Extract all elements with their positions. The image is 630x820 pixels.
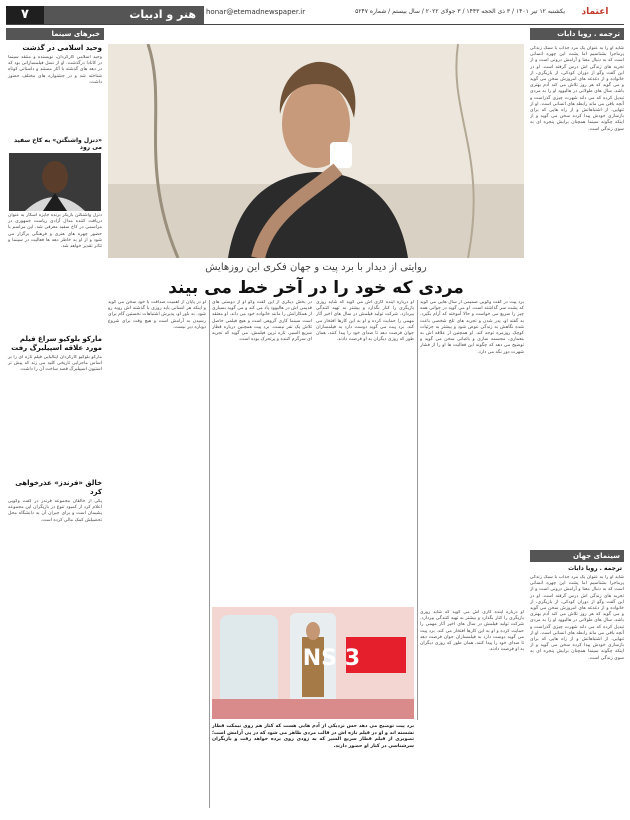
right-column-text: شاید او را به عنوان یک مرد جذاب با سبک زندگی پرماجرا بشناسیم اما پشت این چهره انسانی است که به دنبال معنا و آرامش درونی است و از تجربه های زندگی اش درس گرفته است. او در این گفت وگو از دوران کودکی، از بازیگری، از خانواده و از دغدغه های امروزش سخن می گوید و می گوید که هر روز تلاش می کند آدم بهتری باشد. سال های طولانی در هالیوود او را به مردی تبدیل کرده که می داند شهرت چیزی گذراست و آنچه باقی می ماند رابطه های انسانی است. او از تنهایی، از اشتباهاتش و از راه هایی که برای بازسازی خودش پیدا کرده سخن می گوید و از اینکه چگونه سینما همچنان برایش پنجره ای به سوی زندگی است. — [530, 46, 624, 132]
film-still-photo — [212, 607, 414, 719]
translator-band: ترجمه . رویا دابات — [530, 28, 624, 40]
dateline: یکشنبه ۱۲ تیر ۱۴۰۱ / ۳ ذی الحجه ۱۴۴۳ / ۳ جولای ۲۰۲۲ / سال بیستم / شماره ۵۲۴۷ — [355, 8, 565, 15]
story-text: یکی از خالقان مجموعه فرندز در گفت وگویی اعلام کرد از کمبود تنوع در بازیگران این مجموعه پشیمان است و برای جبران آن به دانشگاه محل تحصیلش کمک مالی کرده است. — [8, 499, 102, 523]
headline: مردی که خود را در آخر خط می بیند — [168, 278, 464, 298]
column-divider — [417, 300, 418, 720]
photo-caption: برد پیت توضیح می دهد حس نزدیکی از آدم هایی هست که کنار هم روی نیمکت قطار نشسته اند و او در فیلم تازه اش در قالب مردی ظاهر می شود که در پی آرامش است؛ تصویری از فیلم قطار سریع السیر که به زودی روی پرده خواهد رفت و بازیگران سرشناسی در کنار او حضور دارند. — [212, 724, 414, 749]
train-scene — [212, 607, 414, 719]
newspaper-logo: اعتماد — [581, 7, 609, 17]
column-divider — [209, 300, 210, 808]
story-title: «دنزل واشنگتن» به کاخ سفید می رود — [14, 137, 102, 151]
brad-pitt-photo — [108, 44, 524, 258]
denzel-photo — [9, 153, 101, 211]
kicker: روایتی از دیدار با برد پیت و جهان فکری این روزهایش — [205, 262, 427, 273]
article-column-4: او در پایان از اهمیت صداقت با خود سخن می گوید و اینکه هر انسانی باید روزی با گذشته اش روبه رو شود. به باور او، پذیرش اشتباهات نخستین گام برای رسیدن به آرامش است و هیچ وقت برای شروع دوباره دیر نیست. — [108, 300, 206, 330]
cinema-news-band: خبرهای سینما — [6, 28, 104, 40]
world-cinema-band: سینمای جهان — [530, 550, 624, 562]
article-column-1-cont: او درباره آینده کاری اش می گوید که شاید روزی بازیگری را کنار بگذارد و بیشتر به تهیه کنندگی بپردازد. شرکت تولید فیلمش در سال های اخیر آثار مهمی را حمایت کرده و او به این کارها افتخار می کند. برد پیت می گوید دوست دارد به فیلمسازان جوان فرصت دهد تا صدای خود را پیدا کنند، همان طور که روزی دیگران به او فرصت دادند. — [420, 610, 524, 653]
section-title: هنر و ادبیات — [44, 6, 204, 24]
story-text: وحید اسلامی کارگردان، نویسنده و منتقد سینما در کانادا درگذشت. او از نسل فیلمسازانی بود که در دهه های گذشته با آثار مستند و داستانی کوتاه شناخته شد و در جشنواره های مختلف حضور داشت. — [8, 55, 102, 85]
portrait-illustration — [9, 153, 101, 211]
story-text: مارکو بلوکیو کارگردان ایتالیایی فیلم تازه ای را بر اساس ماجرایی تاریخی کلید می زند که پیش تر استیون اسپیلبرگ قصد ساخت آن را داشت. — [8, 355, 102, 373]
sign-text: 3 NS — [302, 646, 360, 671]
story-title: مارکو بلوکیو سراغ فیلم مورد علاقه اسپیلبرگ رفت — [11, 335, 102, 352]
contact-email: honar@etemadnewspaper.ir — [206, 8, 306, 16]
article-column-1: برد پیت در گفت وگویی صمیمی از سال هایی می گوید که پشت سر گذاشته است. او می گوید در جوانی همه چیز را سریع می خواست و حالا آموخته که آرام بگیرد. به گفته او، پدر شدن و تجربه های تلخ شخصی باعث شده نگاهش به زندگی عوض شود و بیشتر به جزئیات کوچک روزمره توجه کند. او همچنین از علاقه اش به معماری، مجسمه سازی و باغبانی سخن می گوید و توضیح می دهد که چگونه این فعالیت ها او را از فشار شهرت دور نگه می دارد. — [420, 300, 524, 355]
story-text: دنزل واشنگتن بازیگر برنده جایزه اسکار به عنوان دریافت کننده مدال آزادی ریاست جمهوری در مراسمی در کاخ سفید معرفی شد. این مراسم با حضور چهره های هنری و فرهنگی برگزار می شود و از او به خاطر دهه ها فعالیت در سینما و تئاتر تقدیر خواهد شد. — [8, 213, 102, 250]
left-column — [6, 28, 104, 818]
story-title: خالق «فرندز» عذرخواهی کرد — [15, 479, 102, 496]
translator-credit: ترجمه . رویا دابات — [568, 565, 622, 572]
article-column-3: در بخش دیگری از این گفت وگو او از دوستی های قدیمی اش در هالیوود یاد می کند و می گوید بسیاری از همکارانش را مانند خانواده خود می داند. او معتقد است سینما کاری گروهی است و هیچ فیلمی حاصل تلاش یک نفر نیست. برد پیت همچنین درباره قطار سریع السیر، تازه ترین فیلمش، می گوید که تجربه ای سرگرم کننده و پرتحرک بوده است. — [212, 300, 312, 343]
right-column-text-2: شاید او را به عنوان یک مرد جذاب با سبک زندگی پرماجرا بشناسیم اما پشت این چهره انسانی است که به دنبال معنا و آرامش درونی است و از تجربه های زندگی اش درس گرفته است. او در این گفت وگو از دوران کودکی، از بازیگری، از خانواده و از دغدغه های امروزش سخن می گوید و می گوید که هر روز تلاش می کند آدم بهتری باشد. سال های طولانی در هالیوود او را به مردی تبدیل کرده که می داند شهرت چیزی گذراست و آنچه باقی می ماند رابطه های انسانی است. او از تنهایی، از اشتباهاتش و از راه هایی که برای بازسازی خودش پیدا کرده سخن می گوید و از اینکه چگونه سینما همچنان برایش پنجره ای به سوی زندگی است. — [530, 575, 624, 661]
right-column — [530, 28, 624, 818]
main-photo — [108, 44, 524, 258]
article-column-2: او درباره آینده کاری اش می گوید که شاید روزی بازیگری را کنار بگذارد و بیشتر به تهیه کنندگی بپردازد. شرکت تولید فیلمش در سال های اخیر آثار مهمی را حمایت کرده و او به این کارها افتخار می کند. برد پیت می گوید دوست دارد به فیلمسازان جوان فرصت دهد تا صدای خود را پیدا کنند، همان طور که روزی دیگران به او فرصت دادند. — [316, 300, 414, 343]
page-number: ۷ — [6, 6, 44, 24]
story-title: وحید اسلامی در گذشت — [22, 44, 102, 52]
